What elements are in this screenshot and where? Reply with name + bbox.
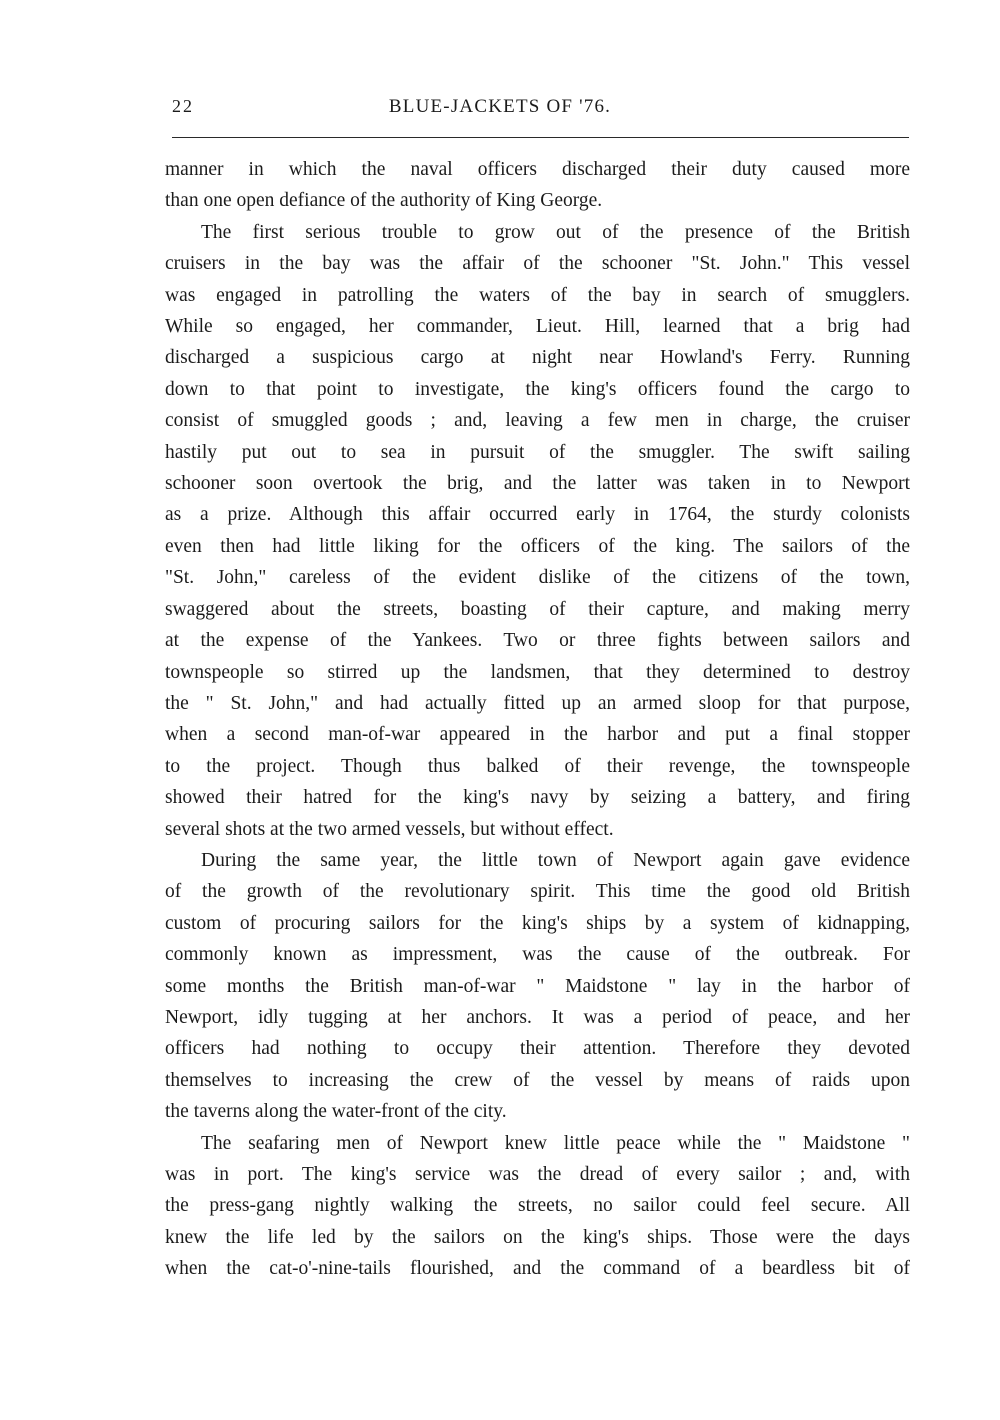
page-number: 22 (172, 96, 194, 116)
text-line: of the growth of the revolutionary spirit. This time the good old British (165, 881, 910, 903)
text-line: to the project. Though thus balked of their revenge, the townspeople (165, 755, 910, 777)
text-line: Newport, idly tugging at her anchors. It was a period of peace, and her (165, 1006, 910, 1028)
text-line: was in port. The king's service was the dread of every sailor ; and, with (165, 1164, 910, 1185)
body-text (165, 154, 910, 1285)
text-line: knew the life led by the sailors on the king's ships. Those were the days (165, 1226, 910, 1248)
text-line: While so engaged, her commander, Lieut. Hill, learned that a brig had (165, 316, 910, 338)
text-line: the press-gang nightly walking the streets, no sailor could feel secure. All (165, 1195, 910, 1217)
paragraph (165, 1128, 910, 1285)
text-line: even then had little liking for the officers of the king. The sailors of the (165, 535, 910, 557)
text-line: consist of smuggled goods ; and, leaving a few men in charge, the cruiser (165, 410, 910, 432)
text-line: when a second man-of-war appeared in the harbor and put a final stopper (165, 724, 910, 746)
paragraph (165, 217, 910, 845)
text-line: townspeople so stirred up the landsmen, that they determined to destroy (165, 661, 910, 683)
text-line: The first serious trouble to grow out of the presence of the British (201, 221, 910, 243)
text-line: discharged a suspicious cargo at night near Howland's Ferry. Running (165, 347, 910, 369)
header-rule (172, 137, 909, 138)
text-line: schooner soon overtook the brig, and the latter was taken in to Newport (165, 473, 910, 495)
text-line: was engaged in patrolling the waters of the bay in search of smugglers. (165, 284, 910, 306)
text-line: The seafaring men of Newport knew little peace while the " Maidstone " (201, 1132, 910, 1154)
paragraph (165, 845, 910, 1128)
text-line: commonly known as impressment, was the cause of the outbreak. For (165, 944, 910, 966)
text-line: when the cat-o'-nine-tails flourished, and the command of a beardless bit of (165, 1258, 910, 1280)
running-head-title: BLUE-JACKETS OF '76. (388, 96, 612, 117)
text-line: manner in which the naval officers discharged their duty caused more (165, 159, 910, 180)
text-line: cruisers in the bay was the affair of the schooner "St. John." This vessel (165, 253, 910, 275)
text-line: showed their hatred for the king's navy by seizing a battery, and firing (165, 787, 910, 809)
text-line: During the same year, the little town of Newport again gave evidence (201, 849, 910, 871)
text-line: "St. John," careless of the evident dislike of the citizens of the town, (165, 567, 910, 589)
text-line: as a prize. Although this affair occurred early in 1764, the sturdy colonists (165, 504, 910, 526)
text-line: than one open defiance of the authority of King George. (165, 190, 603, 212)
text-line: custom of procuring sailors for the king's ships by a system of kidnapping, (165, 912, 910, 934)
paragraph (165, 154, 910, 217)
text-line: some months the British man-of-war " Maidstone " lay in the harbor of (165, 975, 910, 997)
text-line: at the expense of the Yankees. Two or three fights between sailors and (165, 630, 910, 652)
text-line: hastily put out to sea in pursuit of the smuggler. The swift sailing (165, 441, 910, 463)
text-line: several shots at the two armed vessels, but without effect. (165, 818, 614, 840)
text-line: swaggered about the streets, boasting of their capture, and making merry (165, 598, 910, 620)
text-line: officers had nothing to occupy their attention. Therefore they devoted (165, 1038, 910, 1060)
text-line: down to that point to investigate, the king's officers found the cargo to (165, 378, 910, 400)
text-line: the " St. John," and had actually fitted up an armed sloop for that purpose, (165, 692, 910, 714)
text-line: the taverns along the water-front of the city. (165, 1101, 507, 1123)
text-line: themselves to increasing the crew of the vessel by means of raids upon (165, 1069, 910, 1091)
